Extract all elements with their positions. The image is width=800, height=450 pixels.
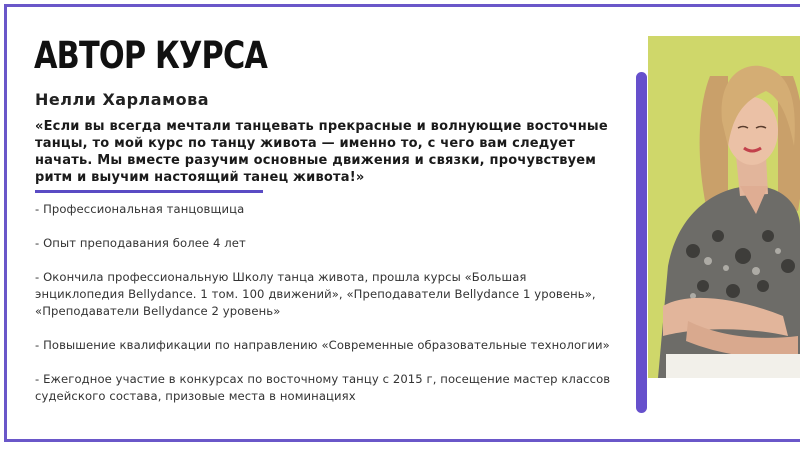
author-photo xyxy=(648,36,800,378)
author-quote: «Если вы всегда мечтали танцевать прекрасные и волнующие восточные танцы, то мой курс по танцу живота — именно то, с чего вам следует начать. Мы вместе разучим основные движения и связки, прочувствуем ритм и выучим настоящий танец живота!» xyxy=(35,119,608,185)
list-item: - Опыт преподавания более 4 лет xyxy=(35,236,246,250)
author-portrait-illustration xyxy=(648,36,800,378)
accent-bar xyxy=(636,72,647,413)
list-item: - Повышение квалификации по направлению «Современные образовательные технологии» xyxy=(35,338,610,352)
list-item: - Ежегодное участие в конкурсах по восточному танцу с 2015 г, посещение мастер классов судейского состава, призовые места в номинациях xyxy=(35,372,611,403)
divider xyxy=(35,190,263,193)
list-item: - Профессиональная танцовщица xyxy=(35,202,245,216)
author-name: Нелли Харламова xyxy=(35,90,210,109)
page-title: АВТОР КУРСА xyxy=(34,34,268,77)
list-item: - Окончила профессиональную Школу танца живота, прошла курсы «Большая энциклопедия Bellydance. 1 том. 100 движений», «Преподаватели Bellydance 1 уровень», «Преподаватели Bellydance 2 уровень» xyxy=(35,270,596,318)
facts-list xyxy=(35,201,615,422)
